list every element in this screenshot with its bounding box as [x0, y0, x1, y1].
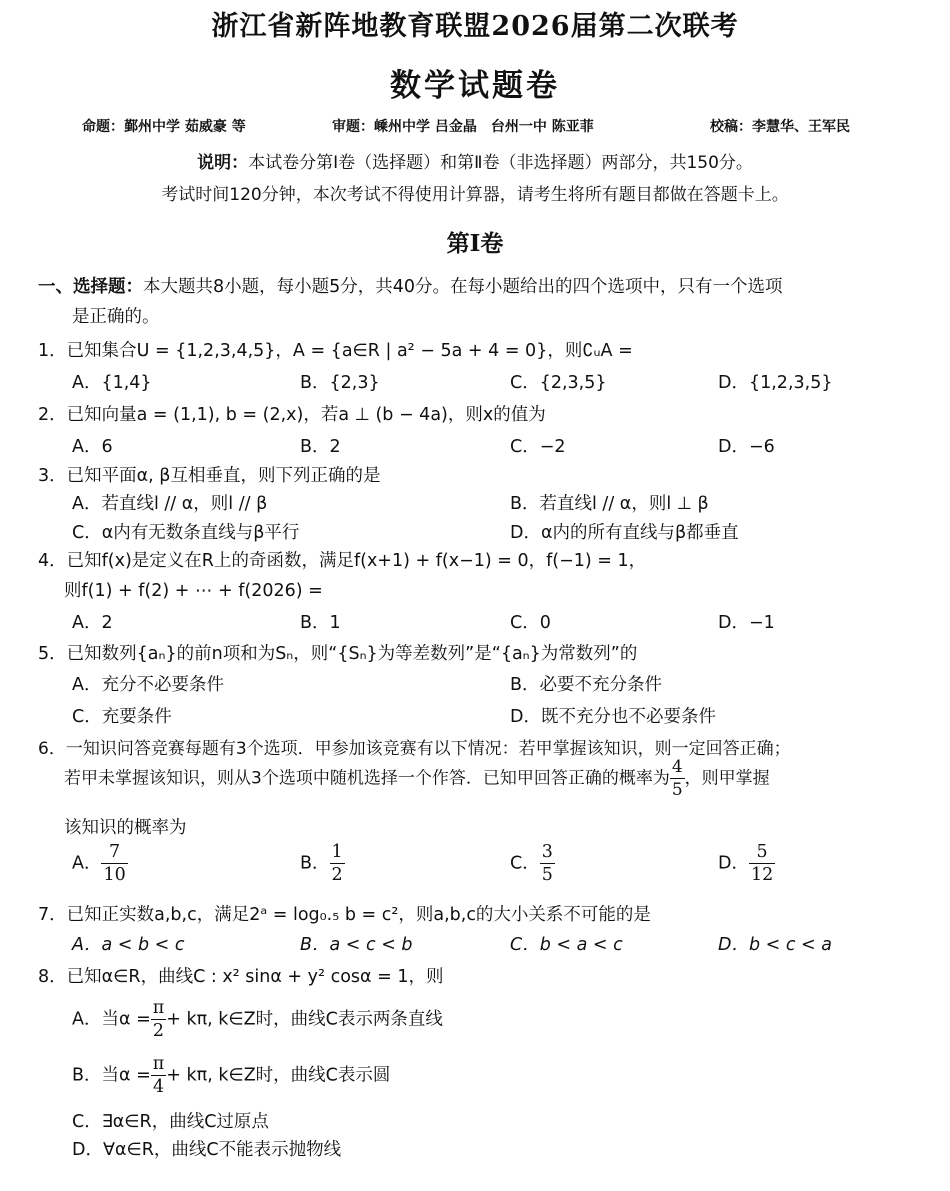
q6-b-label: B．	[300, 853, 330, 874]
q1-stem: 1．已知集合U = {1,2,3,4,5}，A = {a∈R | a² − 5a + 4 = 0}，则∁ᵤA =	[38, 341, 633, 361]
q6-c-label: C．	[510, 853, 540, 874]
q7-option-d: D．b < c < a	[718, 935, 833, 955]
q8-option-a	[72, 997, 443, 1042]
setter: 命题：鄞州中学 茹威豪 等	[82, 119, 246, 135]
q6-probability-fraction	[670, 756, 685, 801]
q4-stem-line2: 则f(1) + f(2) + ⋯ + f(2026) =	[64, 581, 323, 601]
q1-option-c: C．{2,3,5}	[510, 373, 607, 393]
q6-d-label: D．	[718, 853, 749, 874]
q8-a-den: 2	[152, 1021, 165, 1041]
q4-option-a: A．2	[72, 613, 113, 633]
q6-option-a	[72, 841, 128, 886]
q6-stem-part2: ，则甲掌握	[684, 768, 770, 789]
q6-d-num: 5	[749, 841, 775, 864]
q8-b-den: 4	[152, 1077, 165, 1097]
q8-stem: 8．已知α∈R，曲线C : x² sinα + y² cosα = 1，则	[38, 967, 444, 987]
q6-a-label: A．	[72, 853, 102, 874]
q3-option-b: B．若直线l // α，则l ⊥ β	[510, 494, 709, 514]
section-label: 一、选择题：	[38, 277, 143, 297]
q1-option-d: D．{1,2,3,5}	[718, 373, 833, 393]
q6-option-b	[300, 841, 345, 886]
q6-a-num: 7	[101, 841, 127, 864]
q2-option-d: D．−6	[718, 437, 775, 457]
q4-option-c: C．0	[510, 613, 551, 633]
q6-option-d	[718, 841, 775, 886]
q3-option-d: D．α内的所有直线与β都垂直	[510, 523, 739, 543]
q8-a-pre: A．当α =	[72, 1009, 151, 1030]
q8-b-num: π	[152, 1054, 165, 1074]
q6-d-den: 12	[750, 865, 774, 885]
q7-option-a: A．a < b < c	[72, 935, 185, 955]
volume-title: 第Ⅰ卷	[446, 230, 504, 257]
q5-option-b: B．必要不充分条件	[510, 675, 663, 695]
q1-option-a: A．{1,4}	[72, 373, 152, 393]
q4-option-b: B．1	[300, 613, 341, 633]
q6-prob-numerator: 4	[671, 757, 683, 777]
q8-option-d: D．∀α∈R，曲线C不能表示抛物线	[72, 1140, 342, 1160]
q4-option-d: D．−1	[718, 613, 775, 633]
q1-option-b: B．{2,3}	[300, 373, 380, 393]
q5-option-d: D．既不充分也不必要条件	[510, 707, 716, 727]
q4-stem: 4．已知f(x)是定义在R上的奇函数，满足f(x+1) + f(x−1) = 0，f(−1) = 1，	[38, 551, 647, 571]
q2-stem: 2．已知向量a = (1,1), b = (2,x)，若a ⊥ (b − 4a)，则x的值为	[38, 405, 546, 425]
q5-stem: 5．已知数列{aₙ}的前n项和为Sₙ，则“{Sₙ}为等差数列”是“{aₙ}为常数列”的	[38, 644, 638, 664]
q8-b-post: + kπ, k∈Z时，曲线C表示圆	[166, 1065, 391, 1086]
q8-option-b	[72, 1053, 390, 1098]
proofreader: 校稿：李慧华、王军民	[710, 119, 850, 135]
q8-option-c: C．∃α∈R，曲线C过原点	[72, 1112, 269, 1132]
q6-stem-line3: 该知识的概率为	[64, 818, 187, 838]
exam-title: 浙江省新阵地教育联盟2026届第二次联考	[211, 11, 739, 42]
q8-a-num: π	[152, 998, 165, 1018]
q6-a-den: 10	[103, 865, 126, 885]
q6-b-fraction	[330, 841, 345, 886]
q6-stem-line1: 6．一知识问答竞赛每题有3个选项．甲参加该竞赛有以下情况：若甲掌握该知识，则一定回答正确；	[38, 739, 791, 759]
section-line2: 是正确的。	[72, 307, 160, 327]
q6-b-num: 1	[331, 842, 343, 862]
q5-option-c: C．充要条件	[72, 707, 172, 727]
q8-a-post: + kπ, k∈Z时，曲线C表示两条直线	[166, 1009, 443, 1030]
exam-note-line2: 考试时间120分钟，本次考试不得使用计算器，请考生将所有题目都做在答题卡上。	[161, 185, 789, 205]
q6-c-den: 5	[541, 865, 553, 885]
q8-b-pre: B．当α =	[72, 1065, 151, 1086]
q6-b-den: 2	[331, 865, 343, 885]
q2-option-a: A．6	[72, 437, 113, 457]
section-text: 本大题共8小题，每小题5分，共40分。在每小题给出的四个选项中，只有一个选项	[143, 277, 783, 297]
q6-d-fraction	[749, 841, 775, 886]
q3-stem: 3．已知平面α, β互相垂直，则下列正确的是	[38, 466, 381, 486]
q6-c-num: 3	[541, 842, 553, 862]
section-line1	[38, 273, 783, 298]
q5-option-a: A．充分不必要条件	[72, 675, 224, 695]
q8-b-fraction	[151, 1053, 167, 1098]
q3-option-c: C．α内有无数条直线与β平行	[72, 523, 300, 543]
exam-note	[0, 148, 950, 173]
q6-stem-part1: 若甲未掌握该知识，则从3个选项中随机选择一个作答．已知甲回答正确的概率为	[64, 768, 670, 789]
q6-a-fraction	[101, 841, 127, 886]
subject-title: 数学试题卷	[390, 68, 560, 104]
q2-option-b: B．2	[300, 437, 341, 457]
q2-option-c: C．−2	[510, 437, 566, 457]
note-label: 说明：	[197, 153, 249, 173]
q6-prob-denominator: 5	[671, 780, 683, 800]
q6-c-fraction	[540, 841, 555, 886]
q8-a-fraction	[151, 997, 167, 1042]
q3-option-a: A．若直线l // α，则l // β	[72, 494, 268, 514]
q7-option-c: C．b < a < c	[510, 935, 623, 955]
q7-option-b: B．a < c < b	[300, 935, 413, 955]
q6-option-c	[510, 841, 555, 886]
reviewer: 审题：嵊州中学 吕金晶 台州一中 陈亚菲	[332, 119, 594, 135]
q7-stem: 7．已知正实数a,b,c，满足2ᵃ = log₀.₅ b = c²，则a,b,c的大小关系不可能的是	[38, 905, 651, 925]
note-text: 本试卷分第Ⅰ卷（选择题）和第Ⅱ卷（非选择题）两部分，共150分。	[248, 153, 753, 173]
q6-stem-line2	[64, 756, 770, 801]
